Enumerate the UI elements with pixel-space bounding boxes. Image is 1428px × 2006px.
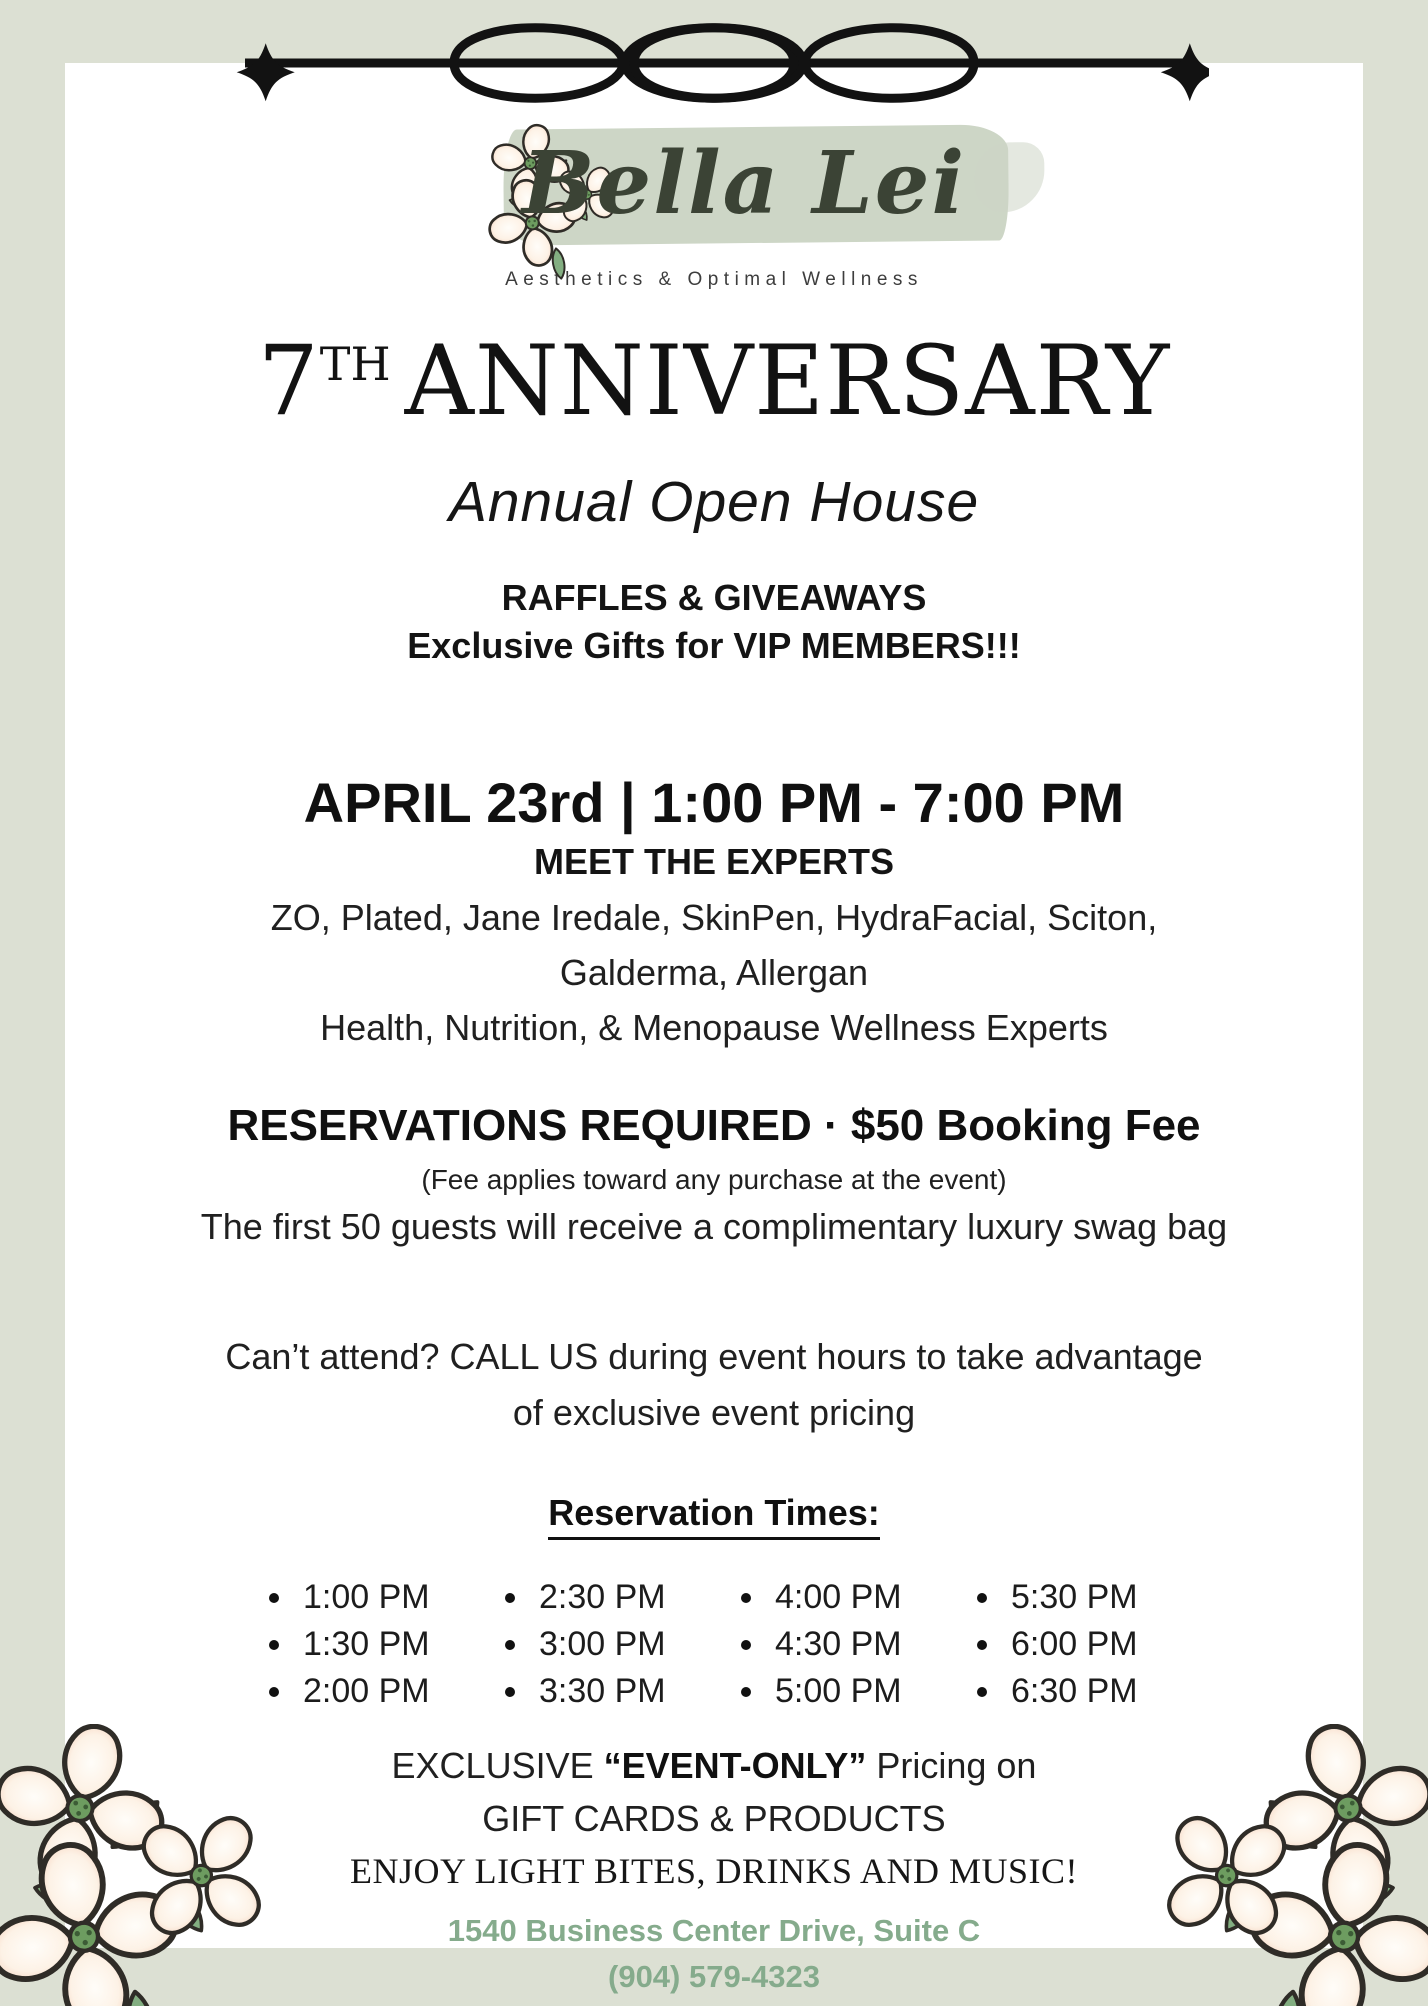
bullet-icon <box>977 1593 987 1603</box>
experts-line: Health, Nutrition, & Menopause Wellness Experts <box>320 1007 1108 1048</box>
time-label: 1:00 PM <box>303 1578 430 1616</box>
bullet-icon <box>977 1640 987 1650</box>
reservation-times-grid <box>65 1580 1363 1709</box>
infinity-divider-icon <box>219 0 1209 130</box>
flyer-page <box>65 63 1363 1994</box>
time-slot <box>741 1627 923 1662</box>
address-line: 1540 Business Center Drive, Suite C <box>447 1913 981 1948</box>
title-number: 7 <box>257 325 320 437</box>
title-word: ANNIVERSARY <box>404 325 1171 437</box>
gift-cards-line: GIFT CARDS & PRODUCTS <box>482 1798 946 1839</box>
time-label: 3:00 PM <box>539 1625 666 1663</box>
time-slot <box>505 1627 687 1662</box>
time-slot <box>269 1627 451 1662</box>
times-column <box>977 1580 1159 1709</box>
reservations-headline: RESERVATIONS REQUIRED · $50 Booking Fee <box>227 1101 1201 1150</box>
time-slot <box>977 1674 1159 1709</box>
time-slot <box>977 1580 1159 1615</box>
bullet-icon <box>269 1687 279 1697</box>
page-title <box>65 325 1363 450</box>
right-diamond <box>1161 43 1209 101</box>
time-label: 5:30 PM <box>1011 1578 1138 1616</box>
bullet-icon <box>269 1640 279 1650</box>
exclusive-prefix: EXCLUSIVE <box>391 1745 604 1786</box>
bullet-icon <box>505 1687 515 1697</box>
brand-logo <box>65 103 1363 315</box>
times-column <box>269 1580 451 1709</box>
experts-list <box>65 890 1363 1055</box>
corner-flowers-left-icon <box>0 1724 295 2006</box>
cant-attend-line: of exclusive event pricing <box>512 1392 916 1433</box>
cant-attend-line: Can’t attend? CALL US during event hours to take advantage <box>225 1336 1203 1377</box>
time-label: 6:00 PM <box>1011 1625 1138 1663</box>
bullet-icon <box>505 1593 515 1603</box>
brand-name: Bella Lei <box>521 133 967 234</box>
experts-line: Galderma, Allergan <box>559 952 869 993</box>
time-label: 2:00 PM <box>303 1672 430 1710</box>
meet-the-experts-heading: MEET THE EXPERTS <box>533 841 895 882</box>
time-slot <box>505 1674 687 1709</box>
time-slot <box>741 1674 923 1709</box>
event-datetime: APRIL 23rd | 1:00 PM - 7:00 PM <box>303 771 1125 834</box>
time-slot <box>741 1580 923 1615</box>
swag-bag-line: The first 50 guests will receive a complimentary luxury swag bag <box>200 1206 1228 1247</box>
left-diamond <box>237 43 295 101</box>
event-only-bold: “EVENT-ONLY” <box>603 1745 867 1786</box>
enjoy-line: ENJOY LIGHT BITES, DRINKS AND MUSIC! <box>349 1851 1078 1891</box>
promo-raffles: RAFFLES & GIVEAWAYS <box>501 577 927 618</box>
corner-flowers-right-icon <box>1133 1724 1428 2006</box>
time-label: 5:00 PM <box>775 1672 902 1710</box>
bullet-icon <box>741 1593 751 1603</box>
bullet-icon <box>977 1687 987 1697</box>
bullet-icon <box>269 1593 279 1603</box>
time-slot <box>269 1580 451 1615</box>
time-label: 4:30 PM <box>775 1625 902 1663</box>
time-label: 2:30 PM <box>539 1578 666 1616</box>
bullet-icon <box>505 1640 515 1650</box>
promo-vip-gifts: Exclusive Gifts for VIP MEMBERS!!! <box>407 625 1021 666</box>
time-label: 6:30 PM <box>1011 1672 1138 1710</box>
time-label: 1:30 PM <box>303 1625 430 1663</box>
times-column <box>741 1580 923 1709</box>
time-slot <box>505 1580 687 1615</box>
times-column <box>505 1580 687 1709</box>
bullet-icon <box>741 1640 751 1650</box>
fee-note: (Fee applies toward any purchase at the event) <box>421 1164 1007 1195</box>
time-label: 3:30 PM <box>539 1672 666 1710</box>
time-slot <box>269 1674 451 1709</box>
reservation-times-heading-wrap <box>65 1491 1363 1540</box>
time-slot <box>977 1627 1159 1662</box>
subtitle: Annual Open House <box>448 470 980 534</box>
bullet-icon <box>741 1687 751 1697</box>
exclusive-suffix: Pricing on <box>866 1745 1037 1786</box>
phone-number: (904) 579-4323 <box>608 1959 820 1994</box>
cant-attend-note <box>65 1329 1363 1441</box>
brand-tagline: Aesthetics & Optimal Wellness <box>505 269 923 290</box>
title-ordinal-suffix: TH <box>319 337 391 391</box>
reservation-times-heading: Reservation Times: <box>548 1491 879 1540</box>
time-label: 4:00 PM <box>775 1578 902 1616</box>
experts-line: ZO, Plated, Jane Iredale, SkinPen, HydraFacial, Sciton, <box>270 897 1158 938</box>
